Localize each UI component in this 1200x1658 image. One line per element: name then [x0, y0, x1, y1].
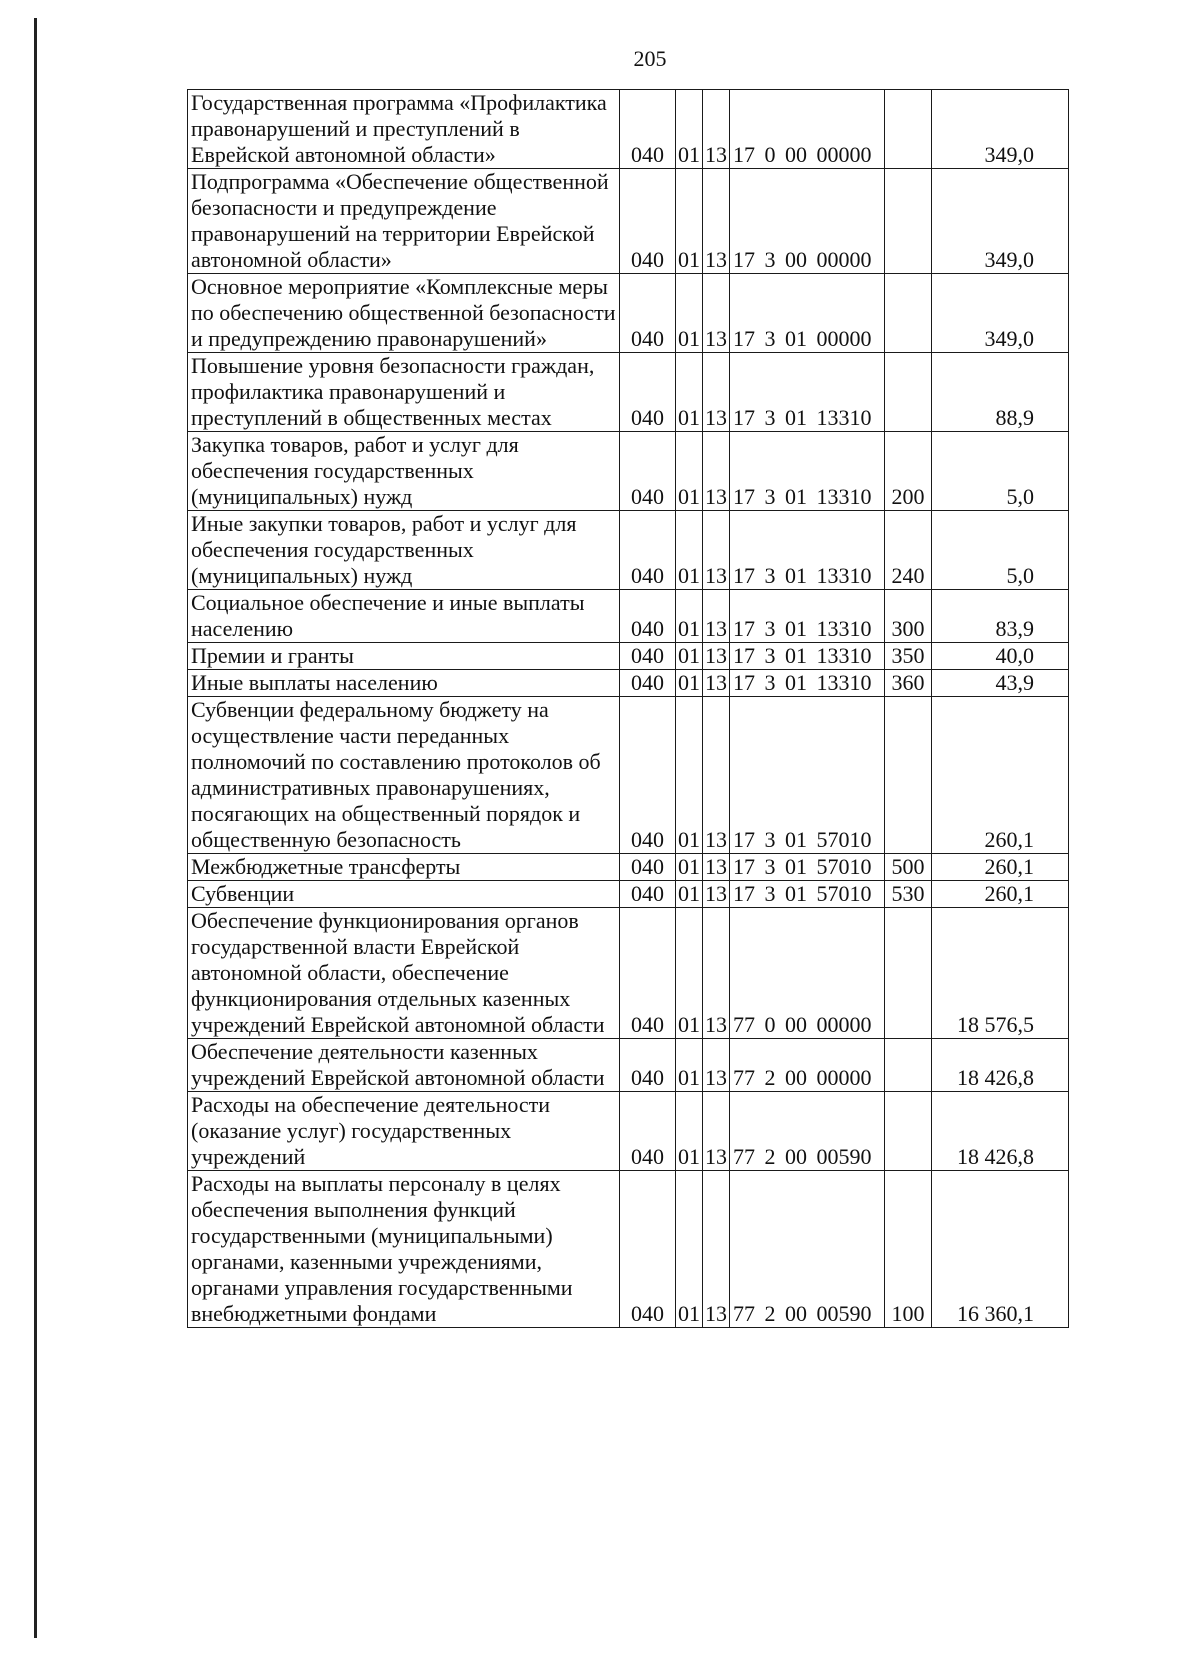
target-article-code: 17 3 01 13310	[730, 590, 885, 643]
amount: 349,0	[932, 90, 1069, 169]
budget-item-name: Премии и гранты	[188, 643, 620, 670]
amount: 260,1	[932, 854, 1069, 881]
section-code: 01	[676, 511, 703, 590]
table-row	[188, 670, 1069, 697]
table-row	[188, 881, 1069, 908]
amount: 40,0	[932, 643, 1069, 670]
amount: 83,9	[932, 590, 1069, 643]
department-code: 040	[620, 1092, 676, 1171]
amount: 5,0	[932, 511, 1069, 590]
section-code: 01	[676, 697, 703, 854]
amount: 18 576,5	[932, 908, 1069, 1039]
expense-type-code: 200	[885, 432, 932, 511]
subsection-code: 13	[703, 353, 730, 432]
amount: 43,9	[932, 670, 1069, 697]
target-article-code: 77 2 00 00590	[730, 1092, 885, 1171]
amount: 18 426,8	[932, 1039, 1069, 1092]
budget-item-name: Основное мероприятие «Комплексные меры по обеспечению общественной безопасности и предупреждению правонарушений»	[188, 274, 620, 353]
subsection-code: 13	[703, 1171, 730, 1328]
section-code: 01	[676, 1039, 703, 1092]
table-body	[188, 90, 1069, 1328]
amount: 349,0	[932, 169, 1069, 274]
amount: 260,1	[932, 697, 1069, 854]
subsection-code: 13	[703, 274, 730, 353]
target-article-code: 17 3 00 00000	[730, 169, 885, 274]
department-code: 040	[620, 697, 676, 854]
table-row	[188, 590, 1069, 643]
scan-edge-line	[34, 18, 37, 1638]
table-row	[188, 90, 1069, 169]
expense-type-code	[885, 908, 932, 1039]
table-row	[188, 432, 1069, 511]
table-row	[188, 511, 1069, 590]
target-article-code: 17 3 01 13310	[730, 432, 885, 511]
section-code: 01	[676, 274, 703, 353]
budget-item-name: Субвенции федеральному бюджету на осуществление части переданных полномочий по составлению протоколов об административных правонарушениях, посягающих на общественный порядок и общественную безопасность	[188, 697, 620, 854]
subsection-code: 13	[703, 1039, 730, 1092]
budget-item-name: Иные выплаты населению	[188, 670, 620, 697]
target-article-code: 17 3 01 57010	[730, 854, 885, 881]
expense-type-code	[885, 697, 932, 854]
section-code: 01	[676, 881, 703, 908]
department-code: 040	[620, 432, 676, 511]
table-row	[188, 643, 1069, 670]
target-article-code: 77 2 00 00590	[730, 1171, 885, 1328]
subsection-code: 13	[703, 697, 730, 854]
department-code: 040	[620, 169, 676, 274]
department-code: 040	[620, 881, 676, 908]
section-code: 01	[676, 670, 703, 697]
expense-type-code	[885, 90, 932, 169]
target-article-code: 77 0 00 00000	[730, 908, 885, 1039]
table-row	[188, 1171, 1069, 1328]
table-row	[188, 169, 1069, 274]
expense-type-code: 100	[885, 1171, 932, 1328]
budget-item-name: Обеспечение функционирования органов государственной власти Еврейской автономной области, обеспечение функционирования отдельных казенных учреждений Еврейской автономной области	[188, 908, 620, 1039]
department-code: 040	[620, 854, 676, 881]
subsection-code: 13	[703, 854, 730, 881]
department-code: 040	[620, 90, 676, 169]
section-code: 01	[676, 90, 703, 169]
subsection-code: 13	[703, 169, 730, 274]
table-row	[188, 1092, 1069, 1171]
department-code: 040	[620, 1171, 676, 1328]
subsection-code: 13	[703, 511, 730, 590]
amount: 5,0	[932, 432, 1069, 511]
subsection-code: 13	[703, 90, 730, 169]
budget-item-name: Иные закупки товаров, работ и услуг для обеспечения государственных (муниципальных) нужд	[188, 511, 620, 590]
expense-type-code	[885, 169, 932, 274]
budget-item-name: Повышение уровня безопасности граждан, профилактика правонарушений и преступлений в общественных местах	[188, 353, 620, 432]
target-article-code: 17 3 01 13310	[730, 670, 885, 697]
department-code: 040	[620, 353, 676, 432]
expense-type-code: 350	[885, 643, 932, 670]
budget-item-name: Субвенции	[188, 881, 620, 908]
subsection-code: 13	[703, 908, 730, 1039]
table-row	[188, 274, 1069, 353]
section-code: 01	[676, 1171, 703, 1328]
target-article-code: 17 3 01 00000	[730, 274, 885, 353]
subsection-code: 13	[703, 590, 730, 643]
department-code: 040	[620, 670, 676, 697]
expense-type-code	[885, 274, 932, 353]
table-row	[188, 697, 1069, 854]
expense-type-code: 500	[885, 854, 932, 881]
amount: 16 360,1	[932, 1171, 1069, 1328]
subsection-code: 13	[703, 1092, 730, 1171]
department-code: 040	[620, 643, 676, 670]
amount: 88,9	[932, 353, 1069, 432]
table-row	[188, 854, 1069, 881]
section-code: 01	[676, 1092, 703, 1171]
subsection-code: 13	[703, 881, 730, 908]
amount: 18 426,8	[932, 1092, 1069, 1171]
budget-item-name: Подпрограмма «Обеспечение общественной безопасности и предупреждение правонарушений на территории Еврейской автономной области»	[188, 169, 620, 274]
section-code: 01	[676, 643, 703, 670]
expense-type-code: 360	[885, 670, 932, 697]
department-code: 040	[620, 908, 676, 1039]
subsection-code: 13	[703, 670, 730, 697]
target-article-code: 17 3 01 57010	[730, 881, 885, 908]
expense-type-code	[885, 353, 932, 432]
budget-item-name: Обеспечение деятельности казенных учреждений Еврейской автономной области	[188, 1039, 620, 1092]
target-article-code: 17 3 01 13310	[730, 511, 885, 590]
page-number: 205	[633, 46, 667, 71]
table-row	[188, 353, 1069, 432]
amount: 260,1	[932, 881, 1069, 908]
section-code: 01	[676, 353, 703, 432]
target-article-code: 17 0 00 00000	[730, 90, 885, 169]
section-code: 01	[676, 590, 703, 643]
target-article-code: 17 3 01 13310	[730, 353, 885, 432]
subsection-code: 13	[703, 643, 730, 670]
budget-item-name: Межбюджетные трансферты	[188, 854, 620, 881]
expense-type-code: 240	[885, 511, 932, 590]
expense-type-code	[885, 1039, 932, 1092]
budget-item-name: Расходы на выплаты персоналу в целях обеспечения выполнения функций государственными (муниципальными) органами, казенными учреждениями, органами управления государственными внебюджетными фондами	[188, 1171, 620, 1328]
department-code: 040	[620, 1039, 676, 1092]
amount: 349,0	[932, 274, 1069, 353]
table-row	[188, 908, 1069, 1039]
expense-type-code	[885, 1092, 932, 1171]
section-code: 01	[676, 169, 703, 274]
target-article-code: 17 3 01 13310	[730, 643, 885, 670]
subsection-code: 13	[703, 432, 730, 511]
department-code: 040	[620, 511, 676, 590]
budget-table	[187, 89, 1069, 1328]
budget-item-name: Социальное обеспечение и иные выплаты населению	[188, 590, 620, 643]
budget-item-name: Закупка товаров, работ и услуг для обеспечения государственных (муниципальных) нужд	[188, 432, 620, 511]
department-code: 040	[620, 590, 676, 643]
section-code: 01	[676, 432, 703, 511]
department-code: 040	[620, 274, 676, 353]
expense-type-code: 300	[885, 590, 932, 643]
budget-item-name: Государственная программа «Профилактика правонарушений и преступлений в Еврейской автономной области»	[188, 90, 620, 169]
expense-type-code: 530	[885, 881, 932, 908]
target-article-code: 77 2 00 00000	[730, 1039, 885, 1092]
target-article-code: 17 3 01 57010	[730, 697, 885, 854]
table-row	[188, 1039, 1069, 1092]
budget-item-name: Расходы на обеспечение деятельности (оказание услуг) государственных учреждений	[188, 1092, 620, 1171]
section-code: 01	[676, 908, 703, 1039]
section-code: 01	[676, 854, 703, 881]
